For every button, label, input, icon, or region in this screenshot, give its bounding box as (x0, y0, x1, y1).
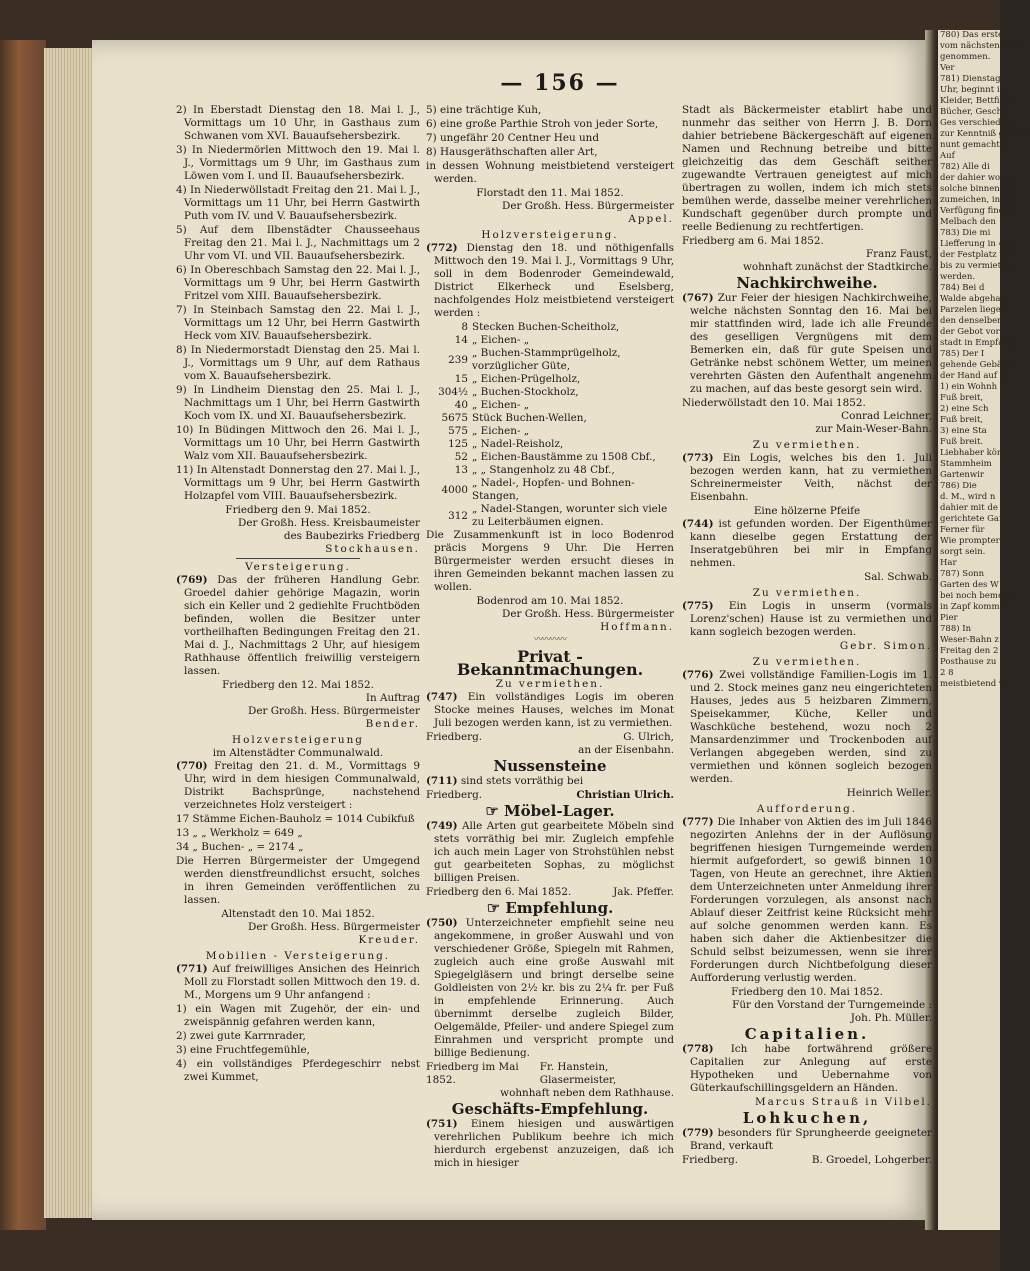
table-row (426, 386, 674, 399)
quantity-cell: 15 (454, 373, 468, 385)
right-page-line: meistbietend v (940, 679, 1004, 689)
right-page-line: Fuß breit. (940, 437, 984, 447)
right-page-line: Weser-Bahn z (940, 635, 999, 645)
place: Friedberg. (426, 731, 483, 743)
right-page-line: den denselben (940, 316, 1003, 326)
description-cell: „ Eichen- „ (472, 399, 530, 411)
list-item: 6) eine große Parthie Stroh von jeder Sorte, (426, 118, 659, 130)
right-page-line: Posthause zu (940, 657, 997, 667)
section-heading: Capitalien. (744, 1025, 870, 1043)
right-page-line: 2 8 (940, 668, 954, 678)
entry-776 (682, 669, 932, 786)
section-title: Versteigerung. (245, 561, 351, 573)
quantity-cell: 312 (448, 509, 468, 522)
right-page-line: sorgt sein. (940, 547, 986, 557)
right-page-line: Uhr, beginnt in (940, 85, 1006, 95)
road-list (176, 104, 420, 503)
column-2 (426, 104, 674, 1171)
list-item: 2) zwei gute Karrnrader, (176, 1030, 306, 1042)
entry-text: Ein vollständiges Logis im oberen Stocke meines Hauses, welches im Monat Juli bezogen werden kann, ist zu vermiethen. (434, 691, 674, 729)
right-page-line: Har (940, 558, 957, 568)
section-heading (426, 802, 674, 820)
pointing-hand-icon: ☞ (485, 802, 505, 820)
right-page-line: 784) Bei d (940, 283, 985, 293)
entry-772 (426, 242, 674, 320)
signature-line: Der Großh. Hess. Kreisbaumeister (237, 517, 420, 529)
entry-744 (682, 518, 932, 570)
right-page-line: der Gebot vor (940, 327, 1000, 337)
signature-name: Gebr. Simon. (839, 640, 932, 652)
right-page-line: 780) Das erste (940, 30, 1004, 40)
entry-text: Ich habe fortwährend größere Capitalien zur Anlegung auf erste Hypotheken und Uebernahme von Güterkaufschillingsgeldern an Händen. (690, 1043, 932, 1094)
signature-line: Für den Vorstand der Turngemeinde : (732, 999, 932, 1011)
right-page-line: Fuß breit, (940, 393, 984, 403)
table-row (426, 438, 674, 451)
entry-text: in dessen Wohnung meistbietend versteigert werden. (426, 160, 674, 185)
signature-line: wohnhaft zunächst der Stadtkirche. (742, 261, 932, 273)
signature-name: Christian Ulrich. (576, 789, 674, 801)
place-sig-row (426, 731, 674, 744)
right-page-line: 3) eine Sta (940, 426, 987, 436)
entry-number: (773) (682, 452, 714, 464)
entry-text: Freitag den 21. d. M., Vormittags 9 Uhr, wird in dem hiesigen Communalwald, Distrikt Bachsprünge, nachstehend verzeichnetes Holz versteigert : (184, 760, 420, 811)
list-item: 6) In Obereschbach Samstag den 22. Mai l. J., Vormittags um 9 Uhr, bei Herrn Gastwirth Fritzel vom XIII. Bauaufsehersbezirk. (176, 264, 420, 302)
date-line: Friedberg den 6. Mai 1852. (426, 886, 572, 898)
signature-line: In Auftrag (365, 692, 420, 704)
entry-number: (711) (426, 775, 458, 787)
entry-number: (771) (176, 963, 208, 975)
right-page-line: nunt gemacht we (940, 140, 1015, 150)
entry-750 (426, 917, 674, 1060)
right-page-line: Liebhaber kön (940, 448, 1003, 458)
date-line: Friedberg den 12. Mai 1852. (222, 679, 374, 691)
entry-text: Alle Arten gut gearbeitete Möbeln sind stets vorräthig bei mir. Zugleich empfehle ich auch mein Lager von Strohstühlen nebst gut gearbeiteten Sophas, zu möglichst billigen Preisen. (434, 820, 674, 884)
entry-text: Zur Feier der hiesigen Nachkirchweihe, welche nächsten Sonntag den 16. Mai bei mir stattfinden wird, lade ich alle Freunde des geselligen Vergnügens mit dem Bemerken ein, daß für gute Speisen und Getränke nebst schönem Wetter, um meinen verehrten Gästen den Aufenthalt angenehm zu machen, auf das beste gesorgt sein wird. (690, 292, 932, 395)
signature-line: zur Main-Weser-Bahn. (815, 423, 932, 435)
signature-name: Stockhausen. (325, 543, 420, 555)
signature-line: Der Großh. Hess. Bürgermeister (247, 921, 420, 933)
table-row (426, 334, 674, 347)
place-sig-row (426, 886, 674, 899)
entry-text: Einem hiesigen und auswärtigen verehrlichen Publikum beehre ich mich hierdurch ergebenst anzuzeigen, daß ich mich in hiesiger (434, 1118, 674, 1169)
list-item: 7) ungefähr 20 Centner Heu und (426, 132, 599, 144)
list-item: 9) In Lindheim Dienstag den 25. Mai l. J., Nachmittags um 1 Uhr, bei Herrn Gastwirth Koch vom IX. und XI. Bauaufsehersbezirk. (176, 384, 420, 422)
right-page-line: in Zapf kommen (940, 602, 1011, 612)
entry-751 (426, 1118, 674, 1170)
right-page-line: 781) Dienstag (940, 74, 1001, 84)
right-page-line: bei noch bemerk (940, 591, 1013, 601)
section-heading: Lohkuchen, (742, 1109, 872, 1127)
quantity-cell: 14 (454, 334, 468, 346)
list-item: 2) In Eberstadt Dienstag den 18. Mai l. J., Vormittags um 10 Uhr, in Gasthaus zum Schwanen vom XVI. Bauaufsehersbezirk. (176, 104, 420, 142)
description-cell: „ Eichen-Prügelholz, (472, 373, 581, 385)
entry-text: Stadt als Bäckermeister etablirt habe und nunmehr das seither von Herrn J. B. Dorn dahier betriebene Bäckergeschäft auf eigenen Namen und Rechnung betreibe und bitte gleichzeitig das dem Geschäft seither zugewandte Vertrauen geneigtest auf mich übertragen zu wollen, indem ich mich stets bemühen werde, dasselbe meiner verehrlichen Kundschaft gegenüber durch prompte und reelle Bedienung zu rechtfertigen. (682, 104, 932, 233)
signature-name: Conrad Leichner, (841, 410, 932, 422)
list-item: 4) ein vollständiges Pferdegeschirr nebst zwei Kummet, (176, 1058, 420, 1083)
right-page-line: zumeichen, inden (940, 195, 1017, 205)
right-page-line: Pier (940, 613, 958, 623)
right-page-line: der Hand auf de (940, 371, 1011, 381)
entry-number: (749) (426, 820, 458, 832)
right-page-line: 2) eine Sch (940, 404, 989, 414)
section-heading: Geschäfts-Empfehlung. (451, 1100, 649, 1118)
wood-list (176, 813, 420, 854)
list-item: 10) In Büdingen Mittwoch den 26. Mai l. J., Vormittags um 10 Uhr, bei Herrn Gastwirth Walz vom XII. Bauaufsehersbezirk. (176, 424, 420, 462)
right-page-line: zur Kenntniß gesetzt (940, 129, 1030, 139)
section-title: Zu vermiethen. (752, 439, 862, 451)
entry-769 (176, 574, 420, 678)
right-page-line: Bücher, Geschir, (940, 107, 1011, 117)
signature-line: des Baubezirks Friedberg (283, 530, 420, 542)
description-cell: „ Nadel-Reisholz, (472, 438, 564, 450)
quantity-cell: 40 (454, 399, 468, 411)
right-page-line: bis zu vermiether (940, 261, 1016, 271)
entry-text: ist gefunden worden. Der Eigenthümer kann dieselbe gegen Erstattung der Inseratgebühren bei mir in Empfang nehmen. (690, 518, 932, 569)
signature-name: Sal. Schwab. (864, 571, 932, 583)
entry-number: (744) (682, 518, 714, 530)
signature-name: Heinrich Weller. (846, 787, 932, 799)
entry-text: Die Inhaber von Aktien des im Juli 1846 negozirten Anlehns der in der Auflösung begriffenen hiesigen Turngemeinde werden hiermit aufgefordert, so gewiß binnen 10 Tagen, von Heute an gerechnet, ihre Aktien dem Unterzeichneten unter Anmeldung ihrer Forderungen vorzulegen, als ansonst nach Ablauf dieser Zeitfrist keine Rücksicht mehr auf solche genommen werden kann. Es haben sich daher die Aktienbesitzer die Schuld selbst beizumessen, wenn sie ihrer Forderungen durch Nichtbefolgung dieser Aufforderung verlustig werden. (690, 816, 932, 984)
right-page-line: Stammheim (940, 459, 992, 469)
list-item: 3) In Niedermörlen Mittwoch den 19. Mai l. J., Vormittags um 9 Uhr, im Gasthaus zum Löwen vom I. und II. Bauaufsehersbezirk. (176, 144, 420, 182)
wood-table (426, 321, 674, 529)
section-title: Eine hölzerne Pfeife (753, 505, 861, 517)
item-list (176, 1003, 420, 1084)
right-page-line: Ges verschiedene (940, 118, 1017, 128)
right-page-line: Freitag den 2 (940, 646, 999, 656)
description-cell: „ Buchen-Stammprügelholz, vorzüglicher Güte, (472, 347, 621, 372)
section-title: Aufforderung. (756, 803, 858, 815)
right-page-line: Ferner für (940, 525, 985, 535)
right-page-line: 788) In (940, 624, 972, 634)
right-page-line: 782) Alle di (940, 162, 990, 172)
right-page-line: gerichtete Gar (940, 514, 1004, 524)
entry-775 (682, 600, 932, 639)
right-page-line: Fuß breit, (940, 415, 984, 425)
right-page-line: 786) Die (940, 481, 977, 491)
entry-747 (426, 691, 674, 730)
entry-778 (682, 1043, 932, 1095)
quantity-cell: 52 (454, 451, 468, 463)
place: Friedberg. (682, 1154, 739, 1166)
heading-text: Möbel-Lager. (504, 802, 615, 820)
divider (236, 558, 360, 559)
list-item: 3) eine Fruchtfegemühle, (176, 1044, 310, 1056)
book-cover-edge (0, 40, 46, 1230)
table-row (426, 464, 674, 477)
description-cell: „ „ Stangenholz zu 48 Cbf., (472, 464, 615, 476)
column-3 (682, 104, 932, 1167)
right-page-line: d. M., wird n (940, 492, 996, 502)
right-page-fragment (938, 30, 1030, 1230)
list-item: 11) In Altenstadt Donnerstag den 27. Mai l. J., Vormittags um 9 Uhr, bei Herrn Gastwirth Holzapfel vom VIII. Bauaufsehersbezirk. (176, 464, 420, 502)
quantity-cell: 304½ (438, 386, 468, 398)
date-line: Altenstadt den 10. Mai 1852. (221, 908, 375, 920)
right-page-line: Garten des W (940, 580, 999, 590)
list-item: 8) In Niedermorstadt Dienstag den 25. Mai l. J., Vormittags um 9 Uhr, auf dem Rathaus vom X. Bauaufsehersbezirk. (176, 344, 420, 382)
list-item: 17 Stämme Eichen-Bauholz = 1014 Cubikfuß (176, 813, 415, 825)
signature-name: Appel. (628, 213, 674, 225)
date-line: Florstadt den 11. Mai 1852. (476, 187, 624, 199)
description-cell: Stück Buchen-Wellen, (472, 412, 587, 424)
right-page-line: 785) Der I (940, 349, 985, 359)
right-page-line: vom nächsten Sonn- (940, 41, 1028, 51)
place-sig-row (426, 1061, 674, 1087)
table-row (426, 321, 674, 334)
entry-number: (750) (426, 917, 458, 929)
description-cell: „ Eichen- „ (472, 334, 530, 346)
entry-749 (426, 820, 674, 885)
signature-name: Kreuder. (358, 934, 420, 946)
place-sig-row (426, 789, 674, 802)
entry-text: Die Herren Bürgermeister der Umgegend werden dienstfreundlichst ersucht, solches in ihren Gemeinden veröffentlichen zu lassen. (176, 855, 420, 906)
pointing-hand-icon: ☞ (486, 899, 506, 917)
place: Friedberg. (426, 789, 483, 801)
page-number: — 156 — (500, 70, 620, 96)
list-item: 5) eine trächtige Kuh, (426, 104, 542, 116)
section-title: Holzversteigerung (232, 734, 364, 746)
section-title: Zu vermiethen. (495, 678, 605, 690)
description-cell: „ Eichen- „ (472, 425, 530, 437)
quantity-cell: 13 (454, 464, 468, 476)
entry-text: Ein Logis in unserm (vormals Lorenz'schen) Hause ist zu vermiethen und kann sogleich bezogen werden. (690, 600, 932, 638)
signature-line: Der Großh. Hess. Bürgermeister (501, 200, 674, 212)
right-page-line: stadt in Empfang (940, 338, 1015, 348)
entry-777 (682, 816, 932, 985)
item-list (426, 104, 674, 159)
date-line: Friedberg den 9. Mai 1852. (225, 504, 371, 516)
date-line: Niederwöllstadt den 10. Mai 1852. (682, 397, 866, 409)
entry-number: (772) (426, 242, 458, 254)
signature-line: Der Großh. Hess. Bürgermeister (501, 608, 674, 620)
quantity-cell: 8 (461, 321, 468, 333)
signature-name: Marcus Strauß in Vilbel. (754, 1096, 932, 1108)
section-heading: Privat - Bekanntmachungen. (456, 647, 644, 679)
signature-name: Franz Faust, (865, 248, 932, 260)
section-title: Zu vermiethen. (752, 587, 862, 599)
entry-text: besonders für Sprungheerde geeigneter Brand, verkauft (690, 1127, 932, 1152)
signature-line: Der Großh. Hess. Bürgermeister (247, 705, 420, 717)
description-cell: „ Nadel-, Hopfen- und Bohnen-Stangen, (472, 477, 635, 502)
right-page-line: Auf (940, 151, 955, 161)
right-page-line: der Festplatz und (940, 250, 1016, 260)
section-heading: Nussensteine (493, 757, 607, 775)
column-1 (176, 104, 420, 1085)
right-page-line: Liefferung in 4 Ja (940, 239, 1016, 249)
entry-text: Dienstag den 18. und nöthigenfalls Mittwoch den 19. Mai l. J., Vormittags 9 Uhr, soll in dem Bodenroder Gemeindewald, District Elkerheck und Eselsberg, nachfolgendes Holz meistbietend versteigert werden : (434, 242, 674, 319)
description-cell: Stecken Buchen-Scheitholz, (472, 321, 620, 333)
page-stack-edge (44, 48, 96, 1218)
section-title: Mobilien - Versteigerung. (205, 950, 391, 962)
right-page-line: dahier mit de (940, 503, 998, 513)
table-row (426, 477, 674, 503)
list-item: 1) ein Wagen mit Zugehör, der ein- und zweispännig gefahren werden kann, (176, 1003, 420, 1028)
list-item: 13 „ „ Werkholz = 649 „ (176, 827, 303, 839)
list-item: 8) Hausgeräthschaften aller Art, (426, 146, 598, 158)
entry-number: (778) (682, 1043, 714, 1055)
signature-name: Joh. Ph. Müller. (850, 1012, 932, 1024)
signature-line: an der Eisenbahn. (578, 744, 674, 756)
right-page-line: Kleider, Bettfillen, (940, 96, 1019, 106)
date-line: Friedberg im Mai 1852. (426, 1061, 519, 1086)
entry-779 (682, 1127, 932, 1153)
entry-773 (682, 452, 932, 504)
right-page-line: genommen. (940, 52, 991, 62)
table-row (426, 347, 674, 373)
description-cell: „ Nadel-Stangen, worunter sich viele zu Leiterbäumen eignen. (472, 503, 668, 528)
date-line: Friedberg am 6. Mai 1852. (682, 235, 824, 247)
quantity-cell: 4000 (441, 483, 468, 496)
date-line: Friedberg den 10. Mai 1852. (731, 986, 883, 998)
entry-number: (776) (682, 669, 714, 681)
quantity-cell: 239 (448, 353, 468, 366)
section-title: Zu vermiethen. (752, 656, 862, 668)
right-page-line: Gartenwir (940, 470, 984, 480)
right-page-line: Parzelen liegen (940, 305, 1007, 315)
signature-name: G. Ulrich, (623, 731, 674, 743)
signature-name: Jak. Pfeffer. (613, 886, 674, 898)
right-page-line: der dahier wohne (940, 173, 1017, 183)
signature-name: Fr. Hanstein, Glasermeister, (539, 1061, 617, 1086)
section-heading (426, 899, 674, 917)
signature-name: Bender. (365, 718, 420, 730)
section-subtitle: im Altenstädter Communalwald. (212, 747, 384, 759)
entry-771 (176, 963, 420, 1002)
signature-name: B. Groedel, Lohgerber. (811, 1154, 932, 1166)
right-page-line: 783) Die mi (940, 228, 991, 238)
entry-text: Auf freiwilliges Ansichen des Heinrich Moll zu Florstadt sollen Mittwoch den 19. d. M., Morgens um 9 Uhr anfangend : (184, 963, 420, 1001)
right-page-line: werden. (940, 272, 976, 282)
entry-number: (777) (682, 816, 714, 828)
entry-number: (769) (176, 574, 208, 586)
entry-text: Unterzeichneter empfiehlt seine neu angekommene, in großer Auswahl und von verschiedener Größe, Spiegeln mit Rahmen, zugleich auch eine große Auswahl mit Spiegelgläsern und bringt derselbe seine Goldleisten von 2½ kr. bis zu 2¼ fr. per Fuß in empfehlende Erinnerung. Auch übernimmt derselbe zugleich Bilder, Oelgemälde, Pfeiler- und andere Spiegel zum Einrahmen und verspricht prompte und billige Bedienung. (434, 917, 674, 1059)
section-title: Holzversteigerung. (481, 229, 619, 241)
table-row (426, 451, 674, 464)
right-page-line: Melbach den (940, 217, 996, 227)
description-cell: „ Buchen-Stockholz, (472, 386, 579, 398)
quantity-cell: 575 (448, 425, 468, 437)
entry-number: (770) (176, 760, 208, 772)
entry-number: (775) (682, 600, 714, 612)
right-page-line: 787) Sonn (940, 569, 985, 579)
ornament-divider: 〰〰〰〰 (533, 635, 566, 645)
entry-text: Das der früheren Handlung Gebr. Groedel dahier gehörige Magazin, worin sich ein Keller und 2 gediehlte Fruchtböden befinden, wollen die Besitzer unter vortheilhaften Bedingungen Freitag den 21. Mai d. J., Nachmittags 2 Uhr, auf hiesigem Rathhause öffentlich freiwillig versteigern lassen. (184, 574, 420, 677)
entry-number: (751) (426, 1118, 458, 1130)
entry-text: Zwei vollständige Familien-Logis im 1. und 2. Stock meines ganz neu eingerichteten Hauses, jedes aus 5 heizbaren Zimmern, Speisekammer, Küche, Keller und Waschküche bestehend, wozu noch 2 Mansardenzimmer und Trockenboden auf Verlangen abgegeben werden, sind zu vermiethen und können sogleich bezogen werden. (690, 669, 932, 785)
entry-767 (682, 292, 932, 396)
right-page-line: solche binnen 14 (940, 184, 1014, 194)
right-page-line: Ver (940, 63, 955, 73)
entry-text: sind stets vorräthig bei (460, 775, 584, 787)
entry-text: Die Zusammenkunft ist in loco Bodenrod präcis Morgens 9 Uhr. Die Herren Bürgermeister werden ersucht dieses in ihren Gemeinden bekannt machen lassen zu wollen. (426, 529, 674, 593)
table-row (426, 503, 674, 529)
heading-text: Empfehlung. (505, 899, 614, 917)
entry-770 (176, 760, 420, 812)
list-item: 5) Auf dem Ilbenstädter Chausseehaus Freitag den 21. Mai l. J., Nachmittags um 2 Uhr vom VI. und VII. Bauaufsehersbezirk. (176, 224, 420, 262)
list-item: 34 „ Buchen- „ = 2174 „ (176, 841, 304, 853)
right-page-line: 1) ein Wohnh (940, 382, 998, 392)
entry-text: Ein Logis, welches bis den 1. Juli bezogen werden kann, hat zu vermiethen Schreinermeister Veith, nächst der Eisenbahn. (690, 452, 932, 503)
table-row (426, 425, 674, 438)
entry-711 (426, 775, 674, 788)
right-page-line: Walde abgehalte (940, 294, 1012, 304)
description-cell: „ Eichen-Baustämme zu 1508 Cbf., (472, 451, 656, 463)
right-page-line: gehende Gebäude (940, 360, 1018, 370)
quantity-cell: 5675 (441, 412, 468, 424)
entry-number: (779) (682, 1127, 714, 1139)
right-page-line: Verfügung finden (940, 206, 1015, 216)
table-row (426, 412, 674, 425)
date-line: Bodenrod am 10. Mai 1852. (476, 595, 624, 607)
list-item: 4) In Niederwöllstadt Freitag den 21. Mai l. J., Vormittags um 11 Uhr, bei Herrn Gastwirth Puth vom IV. und V. Bauaufsehersbezirk. (176, 184, 420, 222)
signature-line: wohnhaft neben dem Rathhause. (500, 1087, 674, 1099)
quantity-cell: 125 (448, 438, 468, 450)
entry-number: (747) (426, 691, 458, 703)
list-item: 7) In Steinbach Samstag den 22. Mai l. J., Vormittags um 12 Uhr, bei Herrn Gastwirth Heck vom XIV. Bauaufsehersbezirk. (176, 304, 420, 342)
table-row (426, 399, 674, 412)
section-heading: Nachkirchweihe. (736, 274, 878, 292)
signature-name: Hoffmann. (600, 621, 674, 633)
table-row (426, 373, 674, 386)
place-sig-row (682, 1154, 932, 1167)
right-page-line: Wie prompter (940, 536, 1000, 546)
entry-number: (767) (682, 292, 714, 304)
